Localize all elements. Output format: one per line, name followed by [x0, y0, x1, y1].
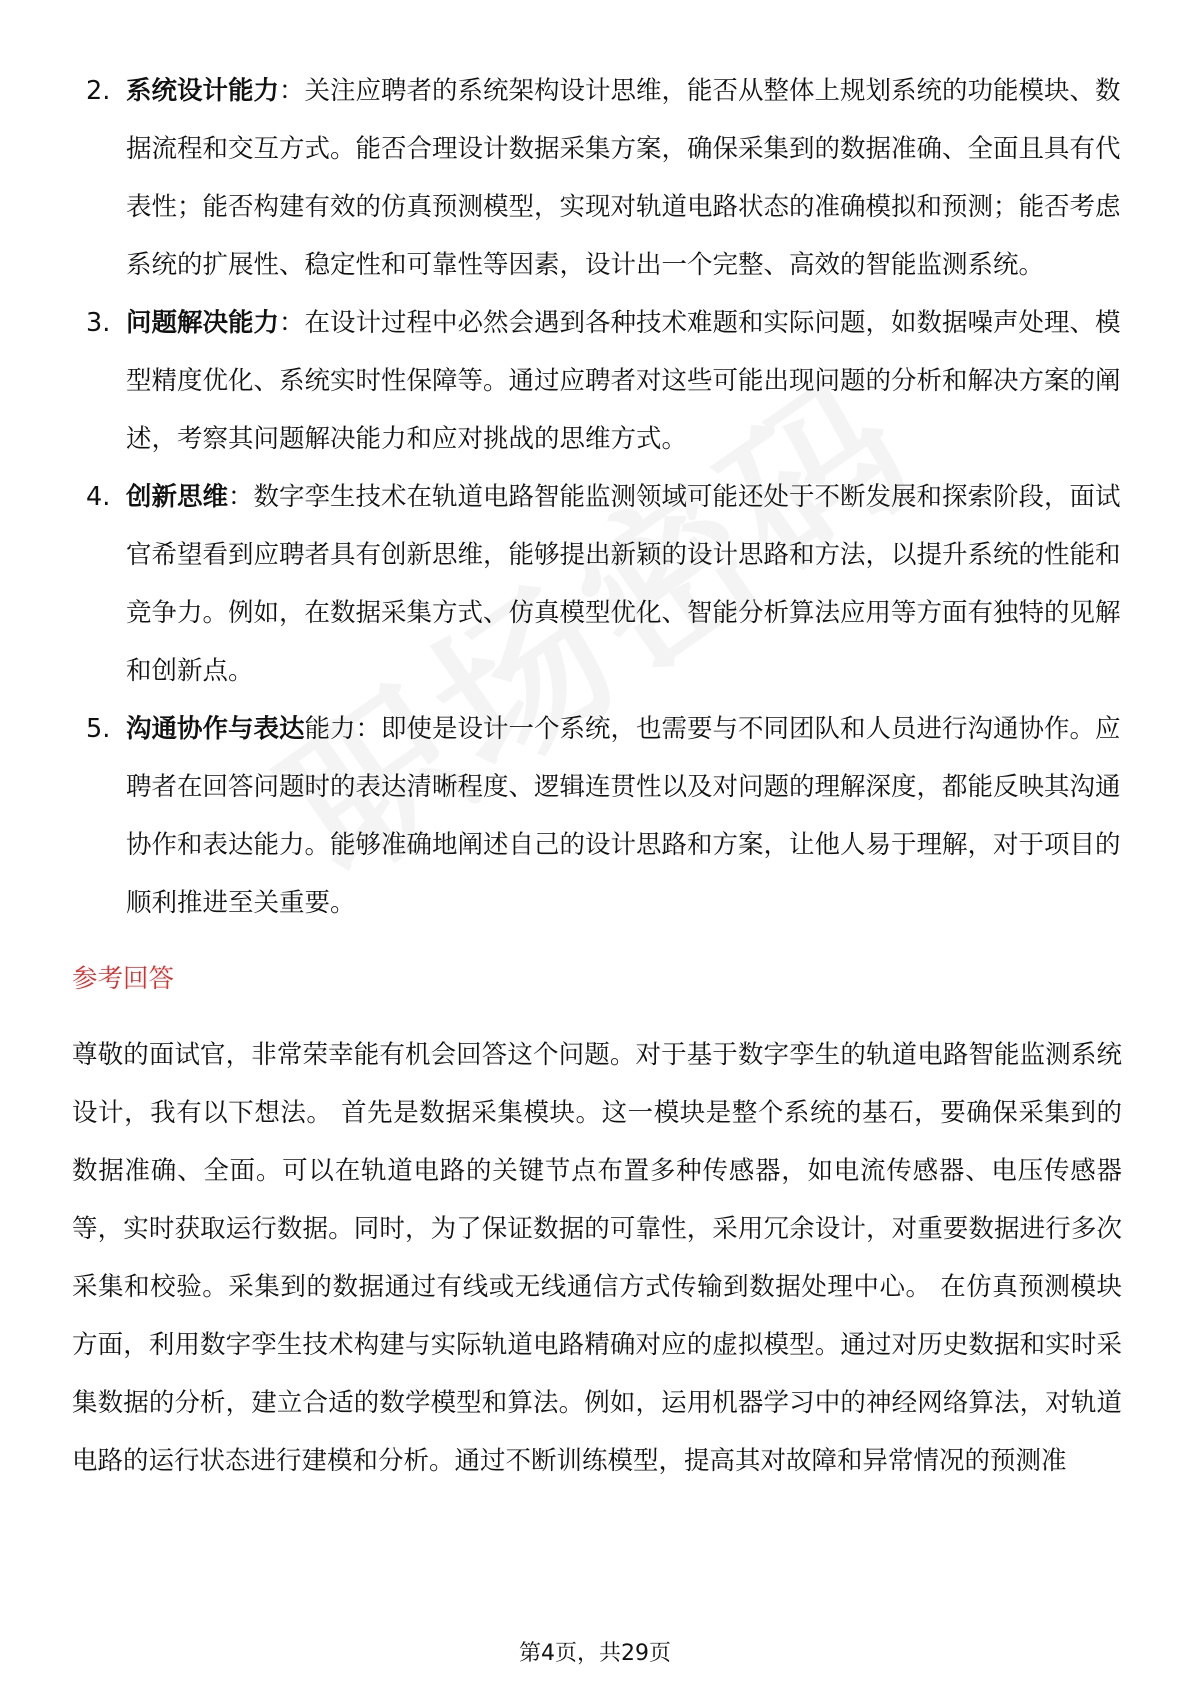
list-item-number: 5. — [86, 714, 111, 744]
list-item — [72, 468, 1122, 700]
page-number: 第4页，共29页 — [519, 1641, 671, 1666]
list-item — [72, 294, 1122, 468]
criteria-list — [72, 62, 1122, 932]
list-item-title: 问题解决能力 — [126, 308, 280, 338]
list-item-text: ：在设计过程中必然会遇到各种技术难题和实际问题，如数据噪声处理、模型精度优化、系统实时性保障等。通过应聘者对这些可能出现问题的分析和解决方案的阐述，考察其问题解决能力和应对挑战的思维方式。 — [126, 308, 1121, 454]
list-item-number: 3. — [86, 308, 111, 338]
list-item-title: 系统设计能力 — [126, 76, 280, 106]
reference-answer-body: 尊敬的面试官，非常荣幸能有机会回答这个问题。对于基于数字孪生的轨道电路智能监测系统设计，我有以下想法。 首先是数据采集模块。这一模块是整个系统的基石，要确保采集到的数据准确、全面。可以在轨道电路的关键节点布置多种传感器，如电流传感器、电压传感器等，实时获取运行数据。同时，为了保证数据的可靠性，采用冗余设计，对重要数据进行多次采集和校验。采集到的数据通过有线或无线通信方式传输到数据处理中心。 在仿真预测模块方面，利用数字孪生技术构建与实际轨道电路精确对应的虚拟模型。通过对历史数据和实时采集数据的分析，建立合适的数学模型和算法。例如，运用机器学习中的神经网络算法，对轨道电路的运行状态进行建模和分析。通过不断训练模型，提高其对故障和异常情况的预测准 — [72, 1040, 1122, 1476]
list-item-text: ：即使是设计一个系统，也需要与不同团队和人员进行沟通协作。应聘者在回答问题时的表达清晰程度、逻辑连贯性以及对问题的理解深度，都能反映其沟通协作和表达能力。能够准确地阐述自己的设计思路和方案，让他人易于理解，对于项目的顺利推进至关重要。 — [126, 714, 1121, 918]
list-item — [72, 62, 1122, 294]
list-item-title: 创新思维 — [126, 482, 229, 512]
list-item-title: 沟通协作与表达 — [126, 714, 305, 744]
list-item-text: ：关注应聘者的系统架构设计思维，能否从整体上规划系统的功能模块、数据流程和交互方式。能否合理设计数据采集方案，确保采集到的数据准确、全面且具有代表性；能否构建有效的仿真预测模型，实现对轨道电路状态的准确模拟和预测；能否考虑系统的扩展性、稳定性和可靠性等因素，设计出一个完整、高效的智能监测系统。 — [126, 76, 1121, 280]
list-item-text: ：数字孪生技术在轨道电路智能监测领域可能还处于不断发展和探索阶段，面试官希望看到应聘者具有创新思维，能够提出新颖的设计思路和方法，以提升系统的性能和竞争力。例如，在数据采集方式、仿真模型优化、智能分析算法应用等方面有独特的见解和创新点。 — [126, 482, 1121, 686]
list-item — [72, 700, 1122, 932]
reference-answer-heading: 参考回答 — [72, 964, 175, 994]
list-item-title-rest: 能力 — [304, 714, 356, 744]
page-content — [72, 62, 1122, 1490]
list-item-number: 4. — [86, 482, 111, 512]
list-item-number: 2. — [86, 76, 111, 106]
